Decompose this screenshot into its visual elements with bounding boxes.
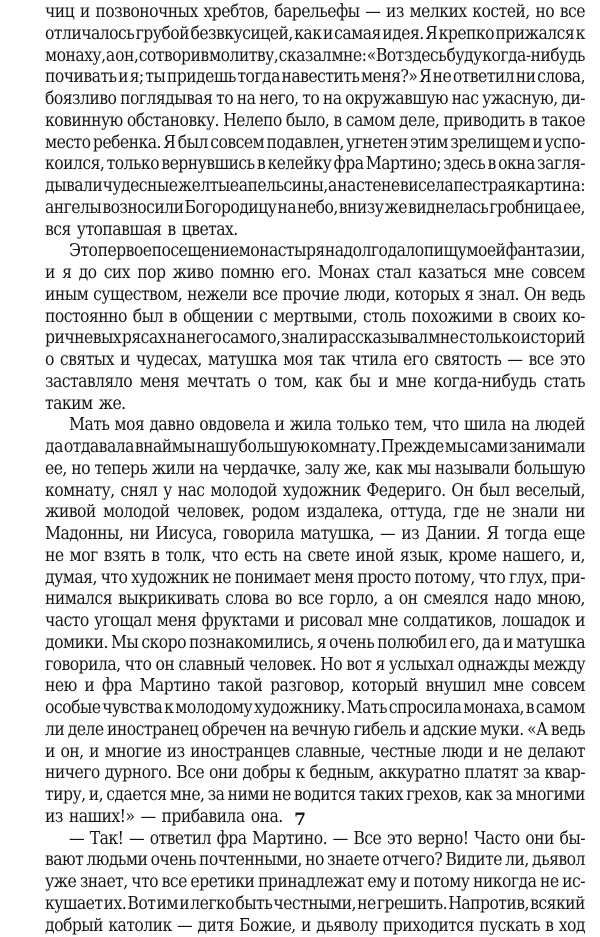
text-line: из наших!» — прибавила она. xyxy=(45,807,585,829)
text-line: почивать и я; ты придешь тогда навестить меня?» Я не ответил ни слова, xyxy=(45,67,585,89)
text-line: Мадонны, ни Иисуса, говорила матушка, — из Дании. Я тогда еще xyxy=(45,524,585,546)
text-line: отличалось грубой безвкусицей, как и самая идея. Я крепко прижался к xyxy=(45,24,585,46)
text-line: вают людьми очень почтенными, но знаете отчего? Видите ли, дьявол xyxy=(45,850,585,872)
text-line: ее, но теперь жили на чердачке, залу же, как мы называли большую xyxy=(45,459,585,481)
text-line: ковинную обстановку. Нелепо было, в самом деле, приводить в такое xyxy=(45,111,585,133)
text-line: ничего дурного. Все они добры к бедным, аккуратно платят за квар- xyxy=(45,763,585,785)
text-line: ангелы возносили Богородицу на небо, внизу же виднелась гробница ее, xyxy=(45,198,585,220)
text-line: думая, что художник не понимает меня просто потому, что глух, при- xyxy=(45,568,585,590)
text-line: добрый католик — дитя Божие, и дьяволу приходится пускать в ход xyxy=(45,916,585,937)
text-line: ли деле иностранец обречен на вечную гибель и адские муки. «А ведь xyxy=(45,720,585,742)
text-line: да отдавала внаймы нашу большую комнату. Прежде мы сами занимали xyxy=(45,437,585,459)
text-line: нимался выкрикивать слова во все горло, а он смеялся надо мною, xyxy=(45,589,585,611)
text-line: уже знает, что все еретики принадлежат ему и потому никогда не ис- xyxy=(45,872,585,894)
text-line: Это первое посещение монастыря надолго дало пищу моей фантазии, xyxy=(45,241,585,263)
text-line: о святых и чудесах, матушка моя так чтила его святость — все это xyxy=(45,350,585,372)
text-line: постоянно был в общении с мертвыми, столь похожими в своих ко- xyxy=(45,307,585,329)
text-line: таким же. xyxy=(45,394,585,416)
text-line: тиру, и, сдается мне, за ними не водится таких грехов, как за многими xyxy=(45,785,585,807)
body-text xyxy=(45,2,585,937)
text-line: чиц и позвоночных хребтов, барельефы — из мелких костей, но все xyxy=(45,2,585,24)
text-line: — Так! — ответил фра Мартино. — Все это верно! Часто они бы- xyxy=(45,829,585,851)
text-line: и он, и многие из иностранцев славные, честные люди и не делают xyxy=(45,742,585,764)
text-line: домики. Мы скоро познакомились, я очень полюбил его, да и матушка xyxy=(45,633,585,655)
text-line: место ребенка. Я был совсем подавлен, угнетен этим зрелищем и успо- xyxy=(45,133,585,155)
text-line: комнату, снял у нас молодой художник Федериго. Он был веселый, xyxy=(45,481,585,503)
text-line: не мог взять в толк, что есть на свете иной язык, кроме нашего, и, xyxy=(45,546,585,568)
text-line: говорила, что он славный человек. Но вот я услыхал однажды между xyxy=(45,655,585,677)
text-line: монаху, а он, сотворив молитву, сказал мне: «Вот здесь буду когда-нибудь xyxy=(45,46,585,68)
text-line: дывали чудесные желтые апельсины, а на стене висела пестрая картина: xyxy=(45,176,585,198)
text-line: ричневых рясах на него самого, знал и рассказывал мне столько историй xyxy=(45,328,585,350)
text-line: нею и фра Мартино такой разговор, который внушил мне совсем xyxy=(45,676,585,698)
text-line: и я до сих пор живо помню его. Монах стал казаться мне совсем xyxy=(45,263,585,285)
text-line: иным существом, нежели все прочие люди, которых я знал. Он ведь xyxy=(45,285,585,307)
text-line: коился, только вернувшись в келейку фра Мартино; здесь в окна загля- xyxy=(45,154,585,176)
page-number: 7 xyxy=(0,810,600,830)
text-line: заставляло меня мечтать о том, как бы и мне когда-нибудь стать xyxy=(45,372,585,394)
text-line: особые чувства к молодому художнику. Мать спросила монаха, в самом xyxy=(45,698,585,720)
text-line: часто угощал меня фруктами и рисовал мне солдатиков, лошадок и xyxy=(45,611,585,633)
text-line: вся утопавшая в цветах. xyxy=(45,220,585,242)
text-line: боязливо поглядывая то на него, то на окружавшую нас ужасную, ди- xyxy=(45,89,585,111)
text-line: Мать моя давно овдовела и жила только тем, что шила на людей xyxy=(45,415,585,437)
text-line: живой молодой человек, родом издалека, оттуда, где не знали ни xyxy=(45,502,585,524)
text-line: кушает их. Вот им и легко быть честными, не грешить. Напротив, всякий xyxy=(45,894,585,916)
